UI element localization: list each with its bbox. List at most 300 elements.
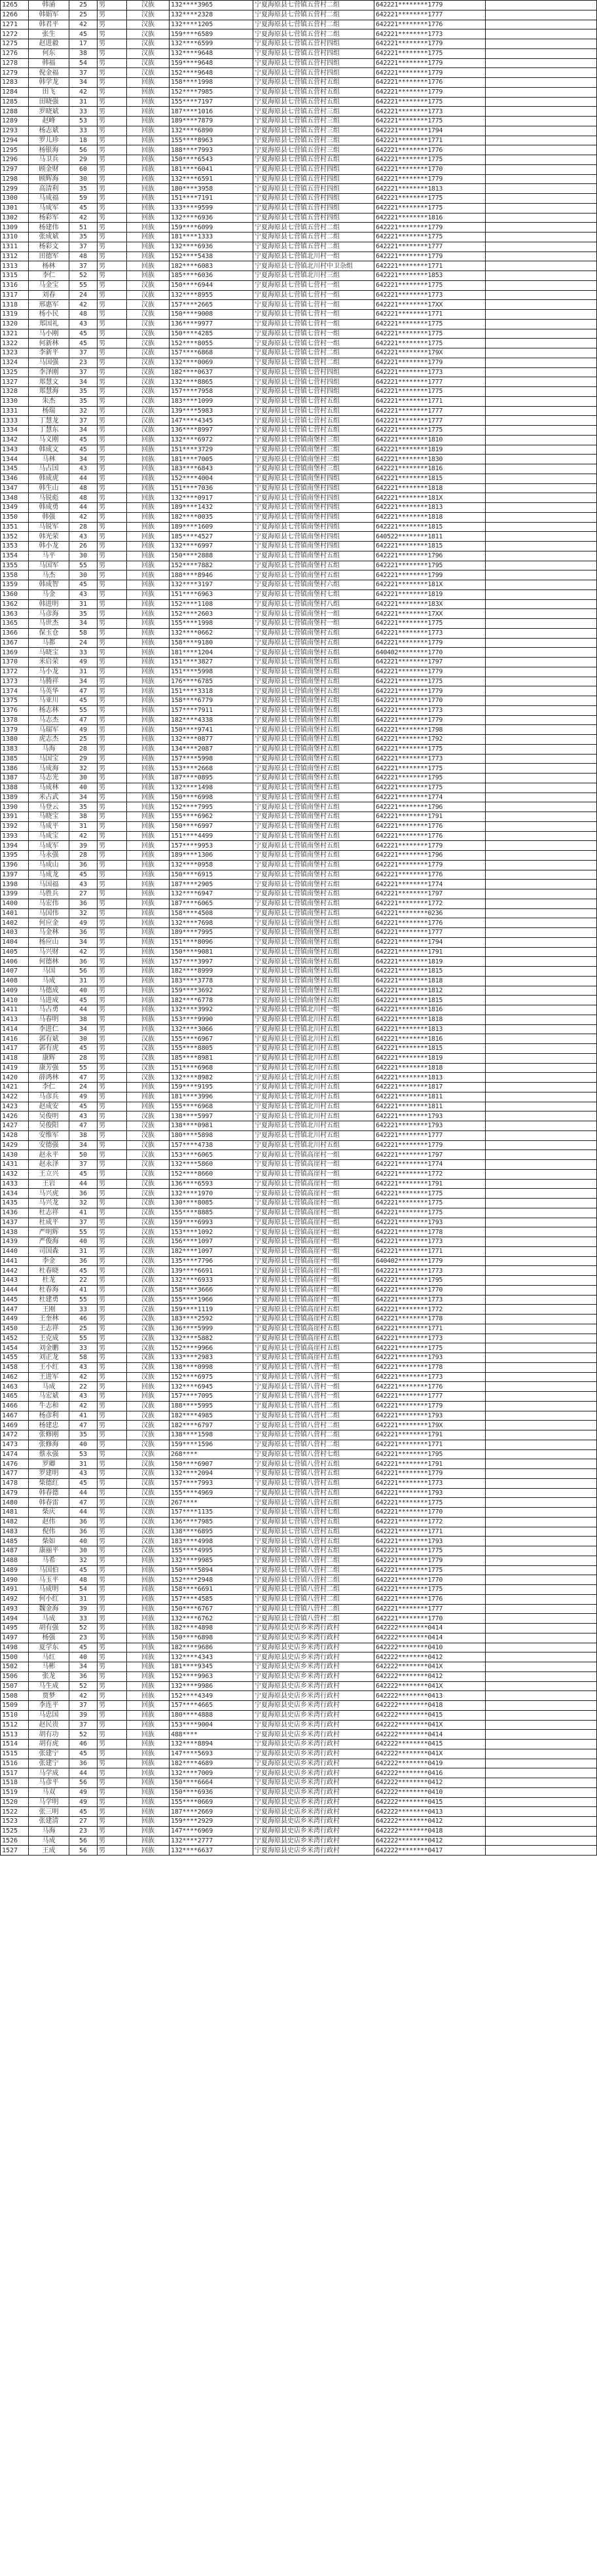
empty-cell	[486, 937, 597, 947]
row-number-cell: 1319	[1, 310, 29, 320]
row-number-cell: 1502	[1, 1662, 29, 1672]
table-row	[1, 841, 597, 851]
person-name-cell: 马世杰	[29, 619, 69, 629]
phone-number-cell: 152****4004	[170, 474, 253, 483]
table-row	[1, 48, 597, 58]
id-number-cell: 642222********041X	[374, 1749, 486, 1759]
empty-cell	[486, 686, 597, 696]
empty-cell	[486, 1730, 597, 1740]
home-address-cell: 宁夏海原县七营镇南堡村五组	[253, 889, 374, 899]
person-sex-cell: 男	[98, 194, 127, 204]
person-name-cell: 马志光	[29, 774, 69, 783]
phone-number-cell: 132****0877	[170, 735, 253, 745]
person-sex-cell: 男	[98, 1382, 127, 1392]
person-sex-cell: 男	[98, 145, 127, 155]
phone-number-cell: 153****2668	[170, 764, 253, 774]
person-sex-cell: 男	[98, 1498, 127, 1508]
person-name-cell: 罗卿	[29, 1459, 69, 1469]
phone-number-cell: 156****1097	[170, 1237, 253, 1247]
id-number-cell: 642221********1819	[374, 1053, 486, 1063]
table-row	[1, 367, 597, 377]
table-row	[1, 280, 597, 290]
id-number-cell: 642221********1777	[374, 1130, 486, 1140]
person-sex-cell: 男	[98, 1256, 127, 1266]
empty-cell	[486, 280, 597, 290]
table-row	[1, 1614, 597, 1624]
person-sex-cell: 男	[98, 1807, 127, 1817]
person-age-cell: 26	[69, 542, 98, 551]
row-number-cell: 1421	[1, 1083, 29, 1092]
person-name-cell: 杨建忠	[29, 1421, 69, 1430]
person-ethnicity-cell: 回族	[127, 764, 170, 774]
phone-number-cell: 134****2087	[170, 744, 253, 754]
person-name-cell: 张修刚	[29, 1430, 69, 1440]
person-sex-cell: 男	[98, 97, 127, 107]
id-number-cell: 642221********1773	[374, 1266, 486, 1276]
id-number-cell: 642221********1815	[374, 522, 486, 532]
row-number-cell: 1404	[1, 937, 29, 947]
phone-number-cell: 182****8999	[170, 967, 253, 977]
person-name-cell: 李进仁	[29, 1024, 69, 1034]
person-sex-cell: 男	[98, 522, 127, 532]
person-ethnicity-cell: 回族	[127, 1759, 170, 1768]
row-number-cell: 1433	[1, 1179, 29, 1189]
table-row	[1, 1768, 597, 1778]
id-number-cell: 642221********1776	[374, 1594, 486, 1604]
phone-number-cell: 158****3666	[170, 1285, 253, 1295]
person-ethnicity-cell: 回族	[127, 1720, 170, 1730]
phone-number-cell: 155****8805	[170, 1044, 253, 1054]
home-address-cell: 宁夏海原县七营镇北川村五组	[253, 1024, 374, 1034]
table-row	[1, 1285, 597, 1295]
person-sex-cell: 男	[98, 1305, 127, 1315]
home-address-cell: 宁夏海原县七营镇南堡村五组	[253, 570, 374, 580]
empty-cell	[486, 1208, 597, 1218]
id-number-cell: 642221********1779	[374, 252, 486, 261]
person-age-cell: 36	[69, 928, 98, 938]
phone-number-cell: 132****1970	[170, 1189, 253, 1199]
home-address-cell: 宁夏海原县七营镇五营村四组	[253, 174, 374, 184]
empty-cell	[486, 918, 597, 928]
id-number-cell: 642221********1770	[374, 1614, 486, 1624]
home-address-cell: 宁夏海原县七营镇南堡村五组	[253, 725, 374, 735]
home-address-cell: 宁夏海原县七营镇南堡村五组	[253, 860, 374, 870]
person-sex-cell: 男	[98, 542, 127, 551]
home-address-cell: 宁夏海原县七营镇北川村一组	[253, 1005, 374, 1015]
id-number-cell: 642221********1815	[374, 967, 486, 977]
person-age-cell: 34	[69, 677, 98, 686]
person-sex-cell: 男	[98, 10, 127, 20]
phone-number-cell: 159****3692	[170, 986, 253, 996]
person-sex-cell: 男	[98, 1710, 127, 1720]
home-address-cell: 宁夏海原县七营镇五营村二组	[253, 242, 374, 252]
person-age-cell: 45	[69, 339, 98, 348]
phone-number-cell: 132****2328	[170, 10, 253, 20]
person-age-cell: 37	[69, 68, 98, 78]
row-number-cell: 1317	[1, 290, 29, 300]
id-number-cell: 642221********1773	[374, 107, 486, 117]
id-number-cell: 642222********0417	[374, 1846, 486, 1856]
row-number-cell: 1439	[1, 1237, 29, 1247]
phone-number-cell: 153****6065	[170, 1150, 253, 1160]
person-ethnicity-cell: 回族	[127, 1005, 170, 1015]
person-ethnicity-cell: 回族	[127, 802, 170, 812]
table-row	[1, 1604, 597, 1614]
person-ethnicity-cell: 回族	[127, 435, 170, 445]
table-row	[1, 1015, 597, 1024]
empty-cell	[486, 1169, 597, 1179]
empty-cell	[486, 1005, 597, 1015]
id-number-cell: 642221********1773	[374, 628, 486, 638]
home-address-cell: 宁夏海原县七营镇八营村二组	[253, 1440, 374, 1449]
empty-cell	[486, 1681, 597, 1691]
person-name-cell: 吴俊阳	[29, 1121, 69, 1131]
home-address-cell: 宁夏海原县七营镇五营村二组	[253, 10, 374, 20]
home-address-cell: 宁夏海原县七营镇高崖村五组	[253, 1315, 374, 1324]
phone-number-cell: 185****6036	[170, 271, 253, 281]
home-address-cell: 宁夏海原县史店乡米湾行政村	[253, 1749, 374, 1759]
table-row	[1, 1749, 597, 1759]
person-ethnicity-cell: 汉族	[127, 1527, 170, 1537]
person-name-cell: 张建宁	[29, 1749, 69, 1759]
person-ethnicity-cell: 汉族	[127, 1237, 170, 1247]
empty-cell	[486, 1343, 597, 1353]
person-age-cell: 37	[69, 1701, 98, 1711]
person-ethnicity-cell: 回族	[127, 455, 170, 464]
phone-number-cell: 189****1432	[170, 503, 253, 513]
row-number-cell: 1370	[1, 658, 29, 667]
id-number-cell: 642221********1818	[374, 512, 486, 522]
empty-cell	[486, 1160, 597, 1170]
person-ethnicity-cell: 回族	[127, 1102, 170, 1111]
person-ethnicity-cell: 回族	[127, 996, 170, 1005]
empty-cell	[486, 754, 597, 764]
person-name-cell: 杨强	[29, 1633, 69, 1643]
phone-number-cell: 188****8946	[170, 570, 253, 580]
id-number-cell: 642221********1793	[374, 1411, 486, 1421]
person-sex-cell: 男	[98, 1643, 127, 1652]
home-address-cell: 宁夏海原县七营镇南堡村八组	[253, 599, 374, 609]
person-ethnicity-cell: 汉族	[127, 1246, 170, 1256]
table-row	[1, 638, 597, 648]
id-number-cell: 642222********041X	[374, 1681, 486, 1691]
person-age-cell: 56	[69, 1846, 98, 1856]
empty-cell	[486, 696, 597, 706]
person-name-cell: 韩成文	[29, 445, 69, 455]
phone-number-cell: 158****6779	[170, 696, 253, 706]
phone-number-cell: 132****6637	[170, 1846, 253, 1856]
person-age-cell: 49	[69, 1787, 98, 1797]
home-address-cell: 宁夏海原县七营镇五营村三组	[253, 145, 374, 155]
phone-number-cell: 132****0958	[170, 860, 253, 870]
phone-number-cell: 132****6997	[170, 542, 253, 551]
person-name-cell: 郑慧文	[29, 377, 69, 387]
person-ethnicity-cell: 汉族	[127, 416, 170, 426]
table-row	[1, 619, 597, 629]
empty-cell	[486, 358, 597, 367]
id-number-cell: 640402********1779	[374, 1256, 486, 1266]
empty-cell	[486, 174, 597, 184]
id-number-cell: 642221********1777	[374, 242, 486, 252]
person-name-cell: 米启荣	[29, 658, 69, 667]
home-address-cell: 宁夏海原县七营镇南堡村五组	[253, 764, 374, 774]
empty-cell	[486, 367, 597, 377]
table-row	[1, 1671, 597, 1681]
id-number-cell: 642221********1776	[374, 918, 486, 928]
person-name-cell: 杨小民	[29, 310, 69, 320]
person-age-cell: 54	[69, 58, 98, 68]
row-number-cell: 1432	[1, 1169, 29, 1179]
person-age-cell: 43	[69, 1469, 98, 1479]
empty-cell	[486, 1083, 597, 1092]
person-sex-cell: 男	[98, 29, 127, 39]
person-age-cell: 34	[69, 619, 98, 629]
person-age-cell: 42	[69, 831, 98, 841]
home-address-cell: 宁夏海原县七营镇南堡村五组	[253, 986, 374, 996]
person-age-cell: 55	[69, 280, 98, 290]
phone-number-cell: 132****6599	[170, 39, 253, 49]
table-row	[1, 184, 597, 194]
id-number-cell: 642221********1770	[374, 1575, 486, 1585]
person-ethnicity-cell: 回族	[127, 271, 170, 281]
person-name-cell: 罗儿珍	[29, 136, 69, 145]
id-number-cell: 642221********1775	[374, 783, 486, 793]
home-address-cell: 宁夏海原县七营镇高崖村一组	[253, 1160, 374, 1170]
person-sex-cell: 男	[98, 1015, 127, 1024]
empty-cell	[486, 870, 597, 880]
phone-number-cell: 157****2665	[170, 300, 253, 310]
empty-cell	[486, 445, 597, 455]
id-number-cell: 642222********0413	[374, 1807, 486, 1817]
person-age-cell: 44	[69, 1179, 98, 1189]
empty-cell	[486, 1121, 597, 1131]
home-address-cell: 宁夏海原县七营镇南堡村五组	[253, 793, 374, 802]
person-sex-cell: 男	[98, 947, 127, 957]
person-age-cell: 45	[69, 580, 98, 590]
row-number-cell: 1350	[1, 512, 29, 522]
person-sex-cell: 男	[98, 416, 127, 426]
table-row	[1, 1218, 597, 1227]
id-number-cell: 642221********1796	[374, 802, 486, 812]
phone-number-cell: 150****6767	[170, 1604, 253, 1614]
person-sex-cell: 男	[98, 1759, 127, 1768]
id-number-cell: 642221********1779	[374, 1556, 486, 1565]
row-number-cell: 1327	[1, 377, 29, 387]
id-number-cell: 642222********0419	[374, 1759, 486, 1768]
home-address-cell: 宁夏海原县七营镇高崖村五组	[253, 1324, 374, 1334]
person-ethnicity-cell: 回族	[127, 493, 170, 503]
person-sex-cell: 男	[98, 1459, 127, 1469]
table-row	[1, 1421, 597, 1430]
id-number-cell: 642221********1794	[374, 126, 486, 136]
person-ethnicity-cell: 回族	[127, 667, 170, 677]
phone-number-cell: 153****1092	[170, 1227, 253, 1237]
row-number-cell: 1347	[1, 483, 29, 493]
phone-number-cell: 182****0035	[170, 512, 253, 522]
empty-cell	[486, 464, 597, 474]
home-address-cell: 宁夏海原县史店乡米湾行政村	[253, 1740, 374, 1749]
person-ethnicity-cell: 回族	[127, 686, 170, 696]
phone-number-cell: 147****6969	[170, 1826, 253, 1836]
table-row	[1, 1130, 597, 1140]
row-number-cell: 1383	[1, 744, 29, 754]
table-row	[1, 1401, 597, 1411]
id-number-cell: 642221********1797	[374, 889, 486, 899]
phone-number-cell: 157****9953	[170, 841, 253, 851]
person-name-cell: 保玉仓	[29, 628, 69, 638]
phone-number-cell: 132****6972	[170, 435, 253, 445]
empty-cell	[486, 1199, 597, 1208]
person-sex-cell: 男	[98, 1633, 127, 1643]
person-name-cell: 杜建勇	[29, 1295, 69, 1305]
person-sex-cell: 男	[98, 802, 127, 812]
person-ethnicity-cell: 汉族	[127, 1140, 170, 1150]
person-sex-cell: 男	[98, 532, 127, 542]
id-number-cell: 642221********1773	[374, 754, 486, 764]
id-number-cell: 642221********1793	[374, 1537, 486, 1546]
person-sex-cell: 男	[98, 783, 127, 793]
person-sex-cell: 男	[98, 1372, 127, 1382]
table-row	[1, 1488, 597, 1498]
home-address-cell: 宁夏海原县七营镇南堡村四组	[253, 493, 374, 503]
id-number-cell: 642221********1779	[374, 715, 486, 725]
table-row	[1, 1585, 597, 1595]
id-number-cell: 642221********1815	[374, 996, 486, 1005]
home-address-cell: 宁夏海原县七营镇北川村三组	[253, 271, 374, 281]
row-number-cell: 1474	[1, 1449, 29, 1459]
row-number-cell: 1487	[1, 1546, 29, 1556]
empty-cell	[486, 194, 597, 204]
empty-cell	[486, 29, 597, 39]
row-number-cell: 1507	[1, 1681, 29, 1691]
person-sex-cell: 男	[98, 1092, 127, 1102]
row-number-cell: 1510	[1, 1710, 29, 1720]
id-number-cell: 642221********1776	[374, 78, 486, 88]
phone-number-cell: 182****6797	[170, 1421, 253, 1430]
home-address-cell: 宁夏海原县七营镇北川村五组	[253, 1034, 374, 1044]
table-row	[1, 1063, 597, 1073]
row-number-cell: 1500	[1, 1652, 29, 1662]
phone-number-cell: 150****6664	[170, 1778, 253, 1788]
id-number-cell: 642221********1793	[374, 1218, 486, 1227]
phone-number-cell: 155****7197	[170, 97, 253, 107]
person-ethnicity-cell: 回族	[127, 1083, 170, 1092]
empty-cell	[486, 1227, 597, 1237]
home-address-cell: 宁夏海原县七营镇北川村五组	[253, 1121, 374, 1131]
person-ethnicity-cell: 回族	[127, 754, 170, 764]
person-age-cell: 32	[69, 1199, 98, 1208]
table-row	[1, 1730, 597, 1740]
person-sex-cell: 男	[98, 1508, 127, 1518]
phone-number-cell: 268****	[170, 1449, 253, 1459]
row-number-cell: 1467	[1, 1411, 29, 1421]
row-number-cell: 1481	[1, 1508, 29, 1518]
person-ethnicity-cell: 汉族	[127, 310, 170, 320]
table-row	[1, 928, 597, 938]
person-age-cell: 48	[69, 310, 98, 320]
phone-number-cell: 132****8865	[170, 377, 253, 387]
table-row	[1, 870, 597, 880]
table-row	[1, 1083, 597, 1092]
table-row	[1, 164, 597, 174]
empty-cell	[486, 889, 597, 899]
person-name-cell: 柴如	[29, 1537, 69, 1546]
home-address-cell: 宁夏海原县七营镇南堡村三组	[253, 445, 374, 455]
person-name-cell: 马成明	[29, 1585, 69, 1595]
home-address-cell: 宁夏海原县七营镇南堡村一组	[253, 609, 374, 619]
id-number-cell: 642221********1819	[374, 589, 486, 599]
person-name-cell: 马金宝	[29, 280, 69, 290]
row-number-cell: 1299	[1, 184, 29, 194]
person-age-cell: 41	[69, 1285, 98, 1295]
person-sex-cell: 男	[98, 870, 127, 880]
person-name-cell: 倪伟	[29, 1527, 69, 1537]
row-number-cell: 1477	[1, 1469, 29, 1479]
phone-number-cell: 152****6975	[170, 1372, 253, 1382]
phone-number-cell: 183****4998	[170, 1537, 253, 1546]
phone-number-cell: 188****7993	[170, 145, 253, 155]
table-row	[1, 754, 597, 764]
person-sex-cell: 男	[98, 609, 127, 619]
id-number-cell: 642221********1816	[374, 213, 486, 223]
person-ethnicity-cell: 汉族	[127, 48, 170, 58]
phone-number-cell: 157****6868	[170, 348, 253, 358]
table-row	[1, 1179, 597, 1189]
person-age-cell: 37	[69, 416, 98, 426]
person-name-cell: 马国伟	[29, 908, 69, 918]
person-age-cell: 47	[69, 1421, 98, 1430]
phone-number-cell: 157****7993	[170, 1478, 253, 1488]
phone-number-cell: 155****6968	[170, 1102, 253, 1111]
person-sex-cell: 男	[98, 667, 127, 677]
home-address-cell: 宁夏海原县七营镇北川村五组	[253, 1140, 374, 1150]
id-number-cell: 642222********0412	[374, 1652, 486, 1662]
home-address-cell: 宁夏海原县七营镇八营村五组	[253, 1527, 374, 1537]
id-number-cell: 642221********1775	[374, 426, 486, 436]
table-row	[1, 174, 597, 184]
id-number-cell: 642221********1771	[374, 310, 486, 320]
person-ethnicity-cell: 回族	[127, 918, 170, 928]
row-number-cell: 1330	[1, 396, 29, 406]
home-address-cell: 宁夏海原县七营镇八营村一组	[253, 1392, 374, 1402]
table-row	[1, 406, 597, 416]
home-address-cell: 宁夏海原县七营镇五营村二组	[253, 20, 374, 29]
person-sex-cell: 男	[98, 1575, 127, 1585]
person-name-cell: 司国森	[29, 1246, 69, 1256]
person-name-cell: 马彬	[29, 1662, 69, 1672]
id-number-cell: 642221********1812	[374, 986, 486, 996]
home-address-cell: 宁夏海原县史店乡米湾行政村	[253, 1652, 374, 1662]
person-sex-cell: 男	[98, 1024, 127, 1034]
table-row	[1, 1295, 597, 1305]
person-ethnicity-cell: 回族	[127, 860, 170, 870]
empty-cell	[486, 1556, 597, 1565]
empty-cell	[486, 1768, 597, 1778]
id-number-cell: 642221********1779	[374, 68, 486, 78]
home-address-cell: 宁夏海原县七营镇八营村五组	[253, 1498, 374, 1508]
home-address-cell: 宁夏海原县七营镇七营村一组	[253, 280, 374, 290]
id-number-cell: 642221********1775	[374, 117, 486, 126]
person-age-cell: 37	[69, 261, 98, 271]
home-address-cell: 宁夏海原县七营镇七营村二组	[253, 358, 374, 367]
table-row	[1, 455, 597, 464]
id-number-cell: 642222********0418	[374, 1701, 486, 1711]
home-address-cell: 宁夏海原县七营镇七营村一组	[253, 339, 374, 348]
row-number-cell: 1517	[1, 1768, 29, 1778]
home-address-cell: 宁夏海原县史店乡米湾行政村	[253, 1846, 374, 1856]
person-name-cell: 张修海	[29, 1440, 69, 1449]
person-age-cell: 30	[69, 551, 98, 561]
